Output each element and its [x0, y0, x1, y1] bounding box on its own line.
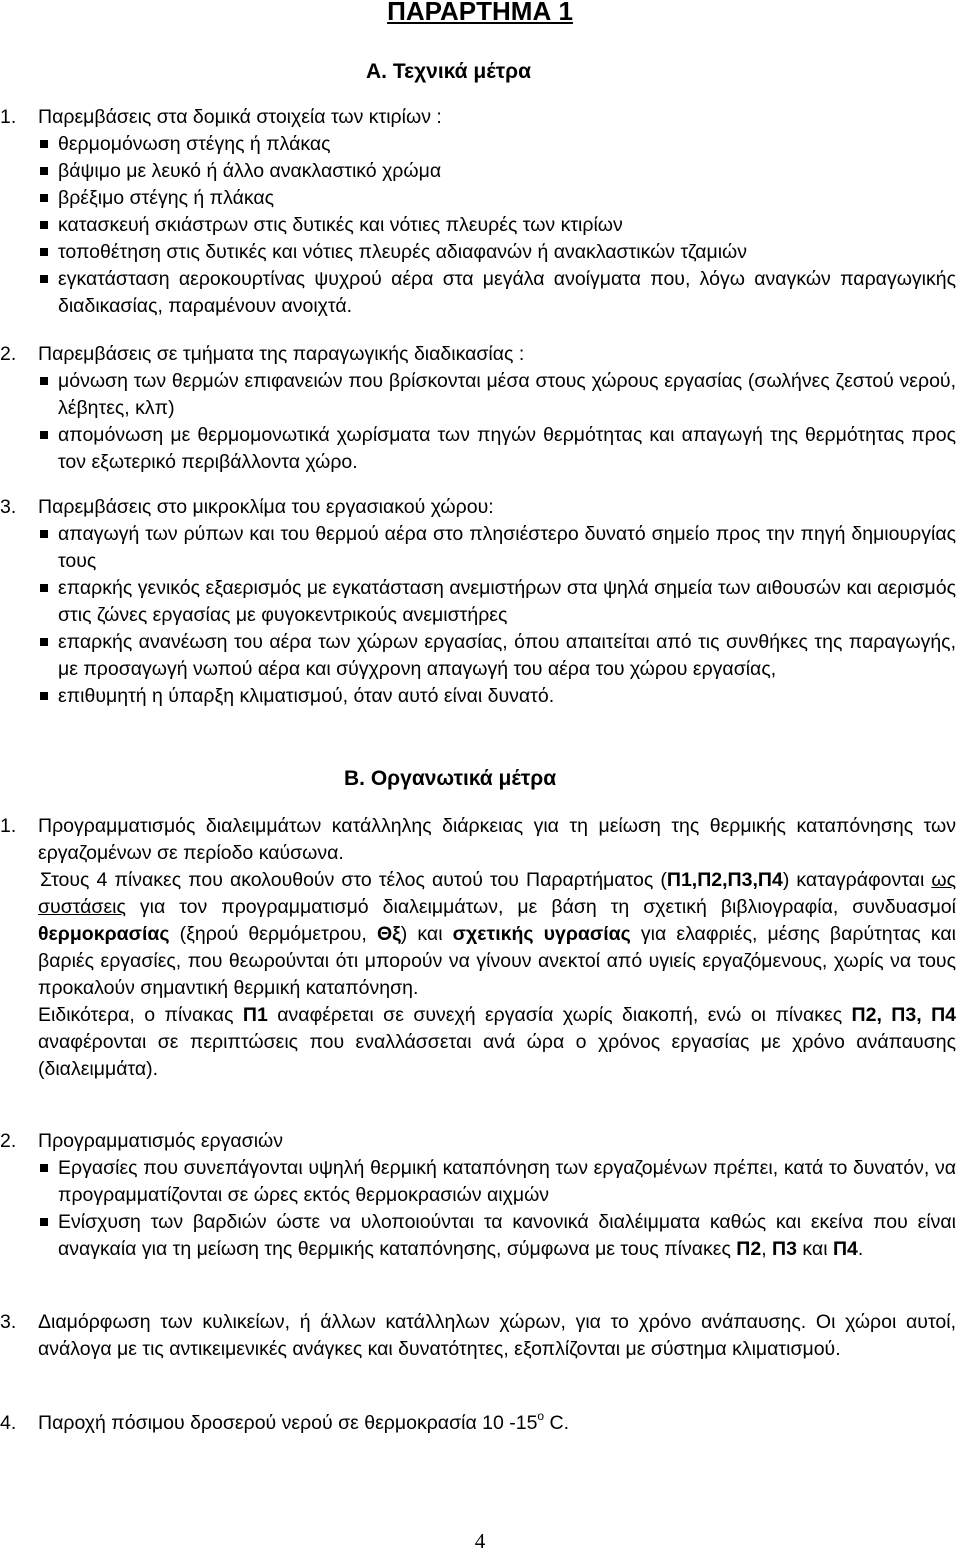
list-item: εγκατάσταση αεροκουρτίνας ψυχρού αέρα στα μεγάλα ανοίγματα που, λόγω αναγκών παραγωγικής διαδικασίας, παραμένουν ανοιχτά. — [38, 266, 956, 320]
list-item: βάψιμο με λευκό ή άλλο ανακλαστικό χρώμα — [38, 158, 956, 185]
paragraph: Στους 4 πίνακες που ακολουθούν στο τέλος αυτού του Παραρτήματος (Π1,Π2,Π3,Π4) καταγράφονται ως συστάσεις για τον προγραμματισμό διαλειμμάτων, με βάση τη σχετική βιβλιογραφία, συνδυασμοί θερμοκρασίας (ξηρού θερμόμετρου, Θξ) και σχετικής υγρασίας για ελαφριές, μέσης βαρύτητας και βαριές εργασίες, που θεωρούνται ότι μπορούν να γίνουν ανεκτοί από υγιείς εργαζόμενους, χωρίς να τους προκαλούν σημαντική θερμική καταπόνηση. — [38, 869, 957, 999]
section-a3-heading: Παρεμβάσεις στο μικροκλίμα του εργασιακού χώρου: — [38, 496, 494, 518]
list-item: μόνωση των θερμών επιφανειών που βρίσκονται μέσα στους χώρους εργασίας (σωλήνες ζεστού νερού, λέβητες, κλπ) — [38, 368, 956, 422]
item-number: 2. — [0, 1130, 17, 1152]
paragraph: Ειδικότερα, ο πίνακας Π1 αναφέρεται σε συνεχή εργασία χωρίς διακοπή, ενώ οι πίνακες Π2, Π3, Π4 αναφέρονται σε περιπτώσεις που εναλλάσσεται ανά ώρα ο χρόνος εργασίας με χρόνο ανάπαυσης (διαλειμμάτα). — [38, 1004, 957, 1080]
list-item: επαρκής ανανέωση του αέρα των χώρων εργασίας, όπου απαιτείται από τις συνθήκες της παραγωγής, με προσαγωγή νωπού αέρα και σύγχρονη απαγωγή του αέρα του χώρου εργασίας, — [38, 629, 956, 683]
list-item: Εργασίες που συνεπάγονται υψηλή θερμική καταπόνηση των εργαζομένων πρέπει, κατά το δυνατόν, να προγραμματίζονται σε ώρες εκτός θερμοκρασιών αιχμών — [38, 1155, 956, 1209]
item-number: 3. — [0, 496, 17, 518]
section-a-heading: Α. Τεχνικά μέτρα — [366, 60, 532, 83]
paragraph: Διαμόρφωση των κυλικείων, ή άλλων κατάλληλων χώρων, για το χρόνο ανάπαυσης. Οι χώροι αυτοί, ανάλογα με τις αντικειμενικές ανάγκες και δυνατότητες, εξοπλίζονται με σύστημα κλιματισμού. — [38, 1311, 956, 1360]
list-item: θερμομόνωση στέγης ή πλάκας — [38, 131, 956, 158]
item-number: 1. — [0, 106, 17, 128]
section-b4 — [0, 1410, 960, 1437]
section-b2 — [0, 1128, 960, 1263]
section-b1-heading: Προγραμματισμός διαλειμμάτων κατάλληλης διάρκειας για τη μείωση της θερμικής καταπόνησης των εργαζομένων σε περίοδο καύσωνα. — [38, 815, 956, 864]
section-b-heading: Β. Οργανωτικά μέτρα — [344, 767, 557, 790]
item-number: 3. — [0, 1311, 17, 1333]
list-item: Ενίσχυση των βαρδιών ώστε να υλοποιούνται τα κανονικά διαλέιμματα καθώς και εκείνα που είναι αναγκαία για τη μείωση της θερμικής καταπόνησης, σύμφωνα με τους πίνακες Π2, Π3 και Π4. — [38, 1209, 956, 1263]
section-a3 — [0, 494, 960, 710]
section-a2-heading: Παρεμβάσεις σε τμήματα της παραγωγικής διαδικασίας : — [38, 343, 525, 365]
section-a1 — [0, 104, 960, 320]
list-item: απομόνωση με θερμομονωτικά χωρίσματα των πηγών θερμότητας και απαγωγή της θερμότητας προς τον εξωτερικό περιβάλλοντα χώρο. — [38, 422, 956, 476]
paragraph: Παροχή πόσιμου δροσερού νερού σε θερμοκρασία 10 $-15^o$ C. — [38, 1409, 570, 1434]
section-b1 — [0, 813, 960, 1083]
page-number: 4 — [474, 1529, 486, 1553]
list-item: κατασκευή σκιάστρων στις δυτικές και νότιες πλευρές των κτιρίων — [38, 212, 956, 239]
section-b2-heading: Προγραμματισμός εργασιών — [38, 1130, 283, 1152]
section-a2 — [0, 341, 960, 476]
document-title: ΠΑΡΑΡΤΗΜΑ 1 — [387, 0, 573, 26]
item-number: 2. — [0, 343, 17, 365]
list-item: τοποθέτηση στις δυτικές και νότιες πλευρές αδιαφανών ή ανακλαστικών τζαμιών — [38, 239, 956, 266]
list-item: απαγωγή των ρύπων και του θερμού αέρα στο πλησιέστερο δυνατό σημείο προς την πηγή δημιουργίας τους — [38, 521, 956, 575]
item-number: 4. — [0, 1412, 17, 1434]
list-item: επιθυμητή η ύπαρξη κλιματισμού, όταν αυτό είναι δυνατό. — [38, 683, 956, 710]
section-a1-heading: Παρεμβάσεις στα δομικά στοιχεία των κτιρίων : — [38, 106, 442, 128]
item-number: 1. — [0, 815, 17, 837]
list-item: βρέξιμο στέγης ή πλάκας — [38, 185, 956, 212]
section-b3 — [0, 1309, 960, 1363]
list-item: επαρκής γενικός εξαερισμός με εγκατάσταση ανεμιστήρων στα ψηλά σημεία των αιθουσών και αερισμός στις ζώνες εργασίας με φυγοκεντρικούς ανεμιστήρες — [38, 575, 956, 629]
